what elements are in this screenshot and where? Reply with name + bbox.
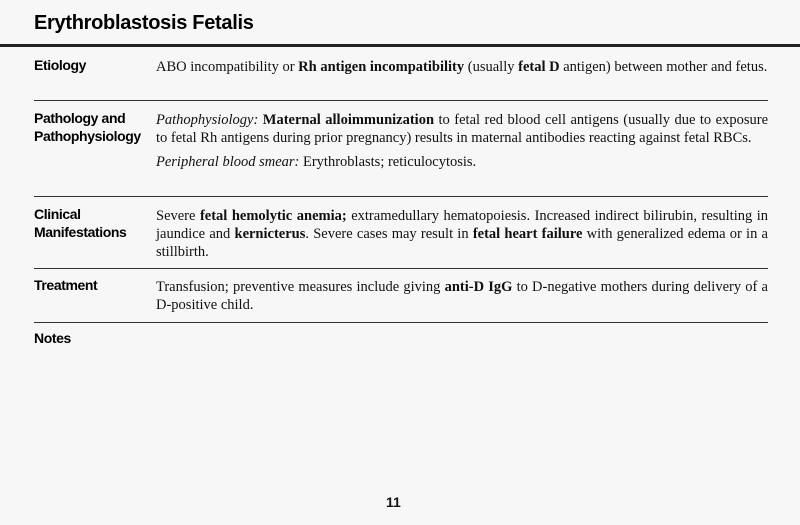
section-divider [34,100,768,101]
section-divider [34,268,768,269]
title-rule [0,44,800,47]
pathology-label: Pathology and Pathophysiology [34,110,141,144]
clinical-text: Severe fetal hemolytic anemia; extramedullary hematopoiesis. Increased indirect bilirubin, resulting in jaundice and kernicterus. Severe cases may result in fetal heart failure with generalized edema or in a stillbirth. [156,208,769,260]
clinical-content [156,207,768,261]
section-divider [34,196,768,197]
treatment-label: Treatment [34,277,98,293]
treatment-content [156,278,768,314]
notes-label: Notes [34,330,71,346]
pathology-content [156,111,768,171]
etiology-content [156,58,768,76]
clinical-label: Clinical Manifestations [34,206,127,240]
etiology-label: Etiology [34,57,87,73]
page-number: 11 [386,494,401,510]
page-title: Erythroblastosis Fetalis [34,12,254,34]
pathophysiology-text: Pathophysiology: Maternal alloimmunization to fetal red blood cell antigens (usually due to exposure to fetal Rh antigens during prior pregnancy) results in maternal antibodies reacting against fetal RBCs. [156,112,769,146]
section-divider [34,322,768,323]
etiology-text: ABO incompatibility or Rh antigen incompatibility (usually fetal D antigen) between mother and fetus. [156,59,768,75]
blood-smear-text: Peripheral blood smear: Erythroblasts; reticulocytosis. [156,154,477,170]
treatment-text: Transfusion; preventive measures include giving anti-D IgG to D-negative mothers during delivery of a D-positive child. [156,279,768,313]
